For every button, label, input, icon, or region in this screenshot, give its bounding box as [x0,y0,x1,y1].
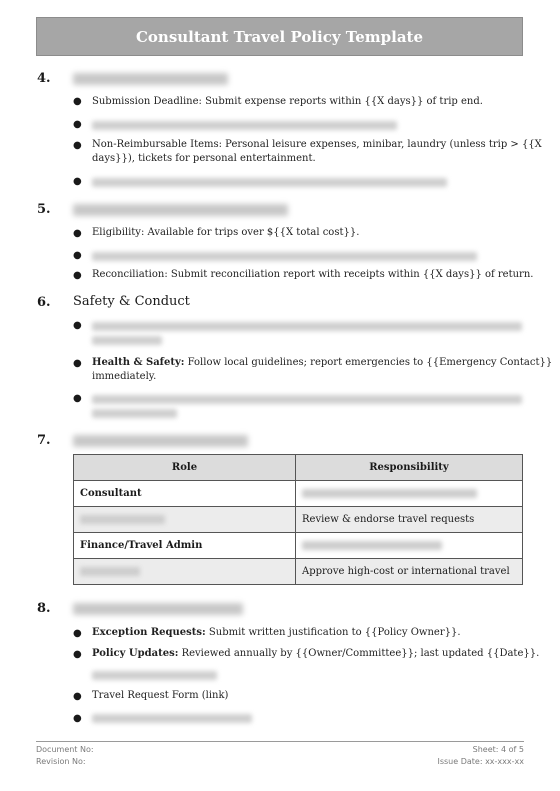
section-5-heading-redacted [73,204,288,216]
s8-exception-text: Submit written justification to {{Policy Owner}}. [205,627,461,638]
bullet-icon: ● [73,96,82,107]
s8-item-redacted [92,714,252,723]
s4-item-redacted [92,178,447,187]
document-title-bar [36,17,523,56]
table-row [74,481,523,507]
responsibility-cell: Approve high-cost or international travel [296,559,523,585]
bullet-icon: ● [73,228,82,239]
bullet-icon: ● [73,649,82,660]
bullet-icon: ● [73,691,82,702]
s8-policy-updates-text: Reviewed annually by {{Owner/Committee}}; last updated {{Date}}. [178,648,540,659]
bullet-icon: ● [73,713,82,724]
footer-divider [36,741,524,742]
table-row [74,559,523,585]
table-row [74,507,523,533]
s4-item-submission-deadline: Submission Deadline: Submit expense reports within {{X days}} of trip end. [92,96,483,107]
bullet-icon: ● [73,140,82,151]
document-title: Consultant Travel Policy Template [135,27,424,46]
footer-sheet: Sheet: 4 of 5 [472,745,524,754]
bullet-icon: ● [73,270,82,281]
section-5-number: 5. [37,202,51,217]
s6-item-redacted-cont [92,336,162,345]
s6-health-safety-text: Follow local guidelines; report emergencies to {{Emergency Contact}} [184,357,553,368]
s5-item-reconciliation: Reconciliation: Submit reconciliation report with receipts within {{X days}} of return. [92,269,534,280]
footer-revision-no: Revision No: [36,757,86,766]
footer-issue-date: Issue Date: xx-xxx-xx [437,757,524,766]
s8-item-travel-request-form: Travel Request Form (link) [92,690,229,701]
col-header-responsibility: Responsibility [296,455,523,481]
role-cell: Consultant [74,481,296,507]
col-header-role: Role [74,455,296,481]
s8-exception-label: Exception Requests: [92,627,206,638]
role-cell [74,559,296,585]
section-6-number: 6. [37,295,51,310]
role-cell [74,507,296,533]
redacted-text [302,489,477,498]
s6-item-redacted [92,322,522,331]
role-cell: Finance/Travel Admin [74,533,296,559]
redacted-text [80,515,165,524]
bullet-icon: ● [73,628,82,639]
table-row [74,533,523,559]
s6-item-redacted-cont [92,409,177,418]
footer-document-no: Document No: [36,745,94,754]
redacted-text [302,541,442,550]
s4-item-redacted [92,121,397,130]
responsibility-cell [296,481,523,507]
s8-item-exception-requests [92,625,461,640]
bullet-icon: ● [73,358,82,369]
section-4-number: 4. [37,71,51,86]
redacted-text [80,567,140,576]
s4-item-non-reimbursable: Non-Reimbursable Items: Personal leisure expenses, minibar, laundry (unless trip > {{X [92,139,542,150]
s6-item-health-safety-cont: immediately. [92,371,157,382]
table-header-row [74,455,523,481]
roles-responsibilities-table [73,454,523,585]
s5-item-eligibility: Eligibility: Available for trips over ${{X total cost}}. [92,227,360,238]
bullet-icon: ● [73,320,82,331]
s8-subheading-redacted [92,671,217,680]
bullet-icon: ● [73,119,82,130]
s5-item-redacted [92,252,477,261]
responsibility-cell: Review & endorse travel requests [296,507,523,533]
section-8-heading-redacted [73,603,243,615]
s6-item-health-safety [92,355,552,370]
section-4-heading-redacted [73,73,228,85]
section-8-number: 8. [37,601,51,616]
s4-item-non-reimbursable-cont: days}}), tickets for personal entertainment. [92,153,316,164]
s8-policy-updates-label: Policy Updates: [92,648,179,659]
bullet-icon: ● [73,393,82,404]
section-7-heading-redacted [73,435,248,447]
responsibility-cell [296,533,523,559]
bullet-icon: ● [73,176,82,187]
section-7-number: 7. [37,433,51,448]
s6-health-safety-label: Health & Safety: [92,357,185,368]
s6-item-redacted [92,395,522,404]
section-6-heading: Safety & Conduct [73,294,190,309]
s8-item-policy-updates [92,646,539,661]
bullet-icon: ● [73,250,82,261]
